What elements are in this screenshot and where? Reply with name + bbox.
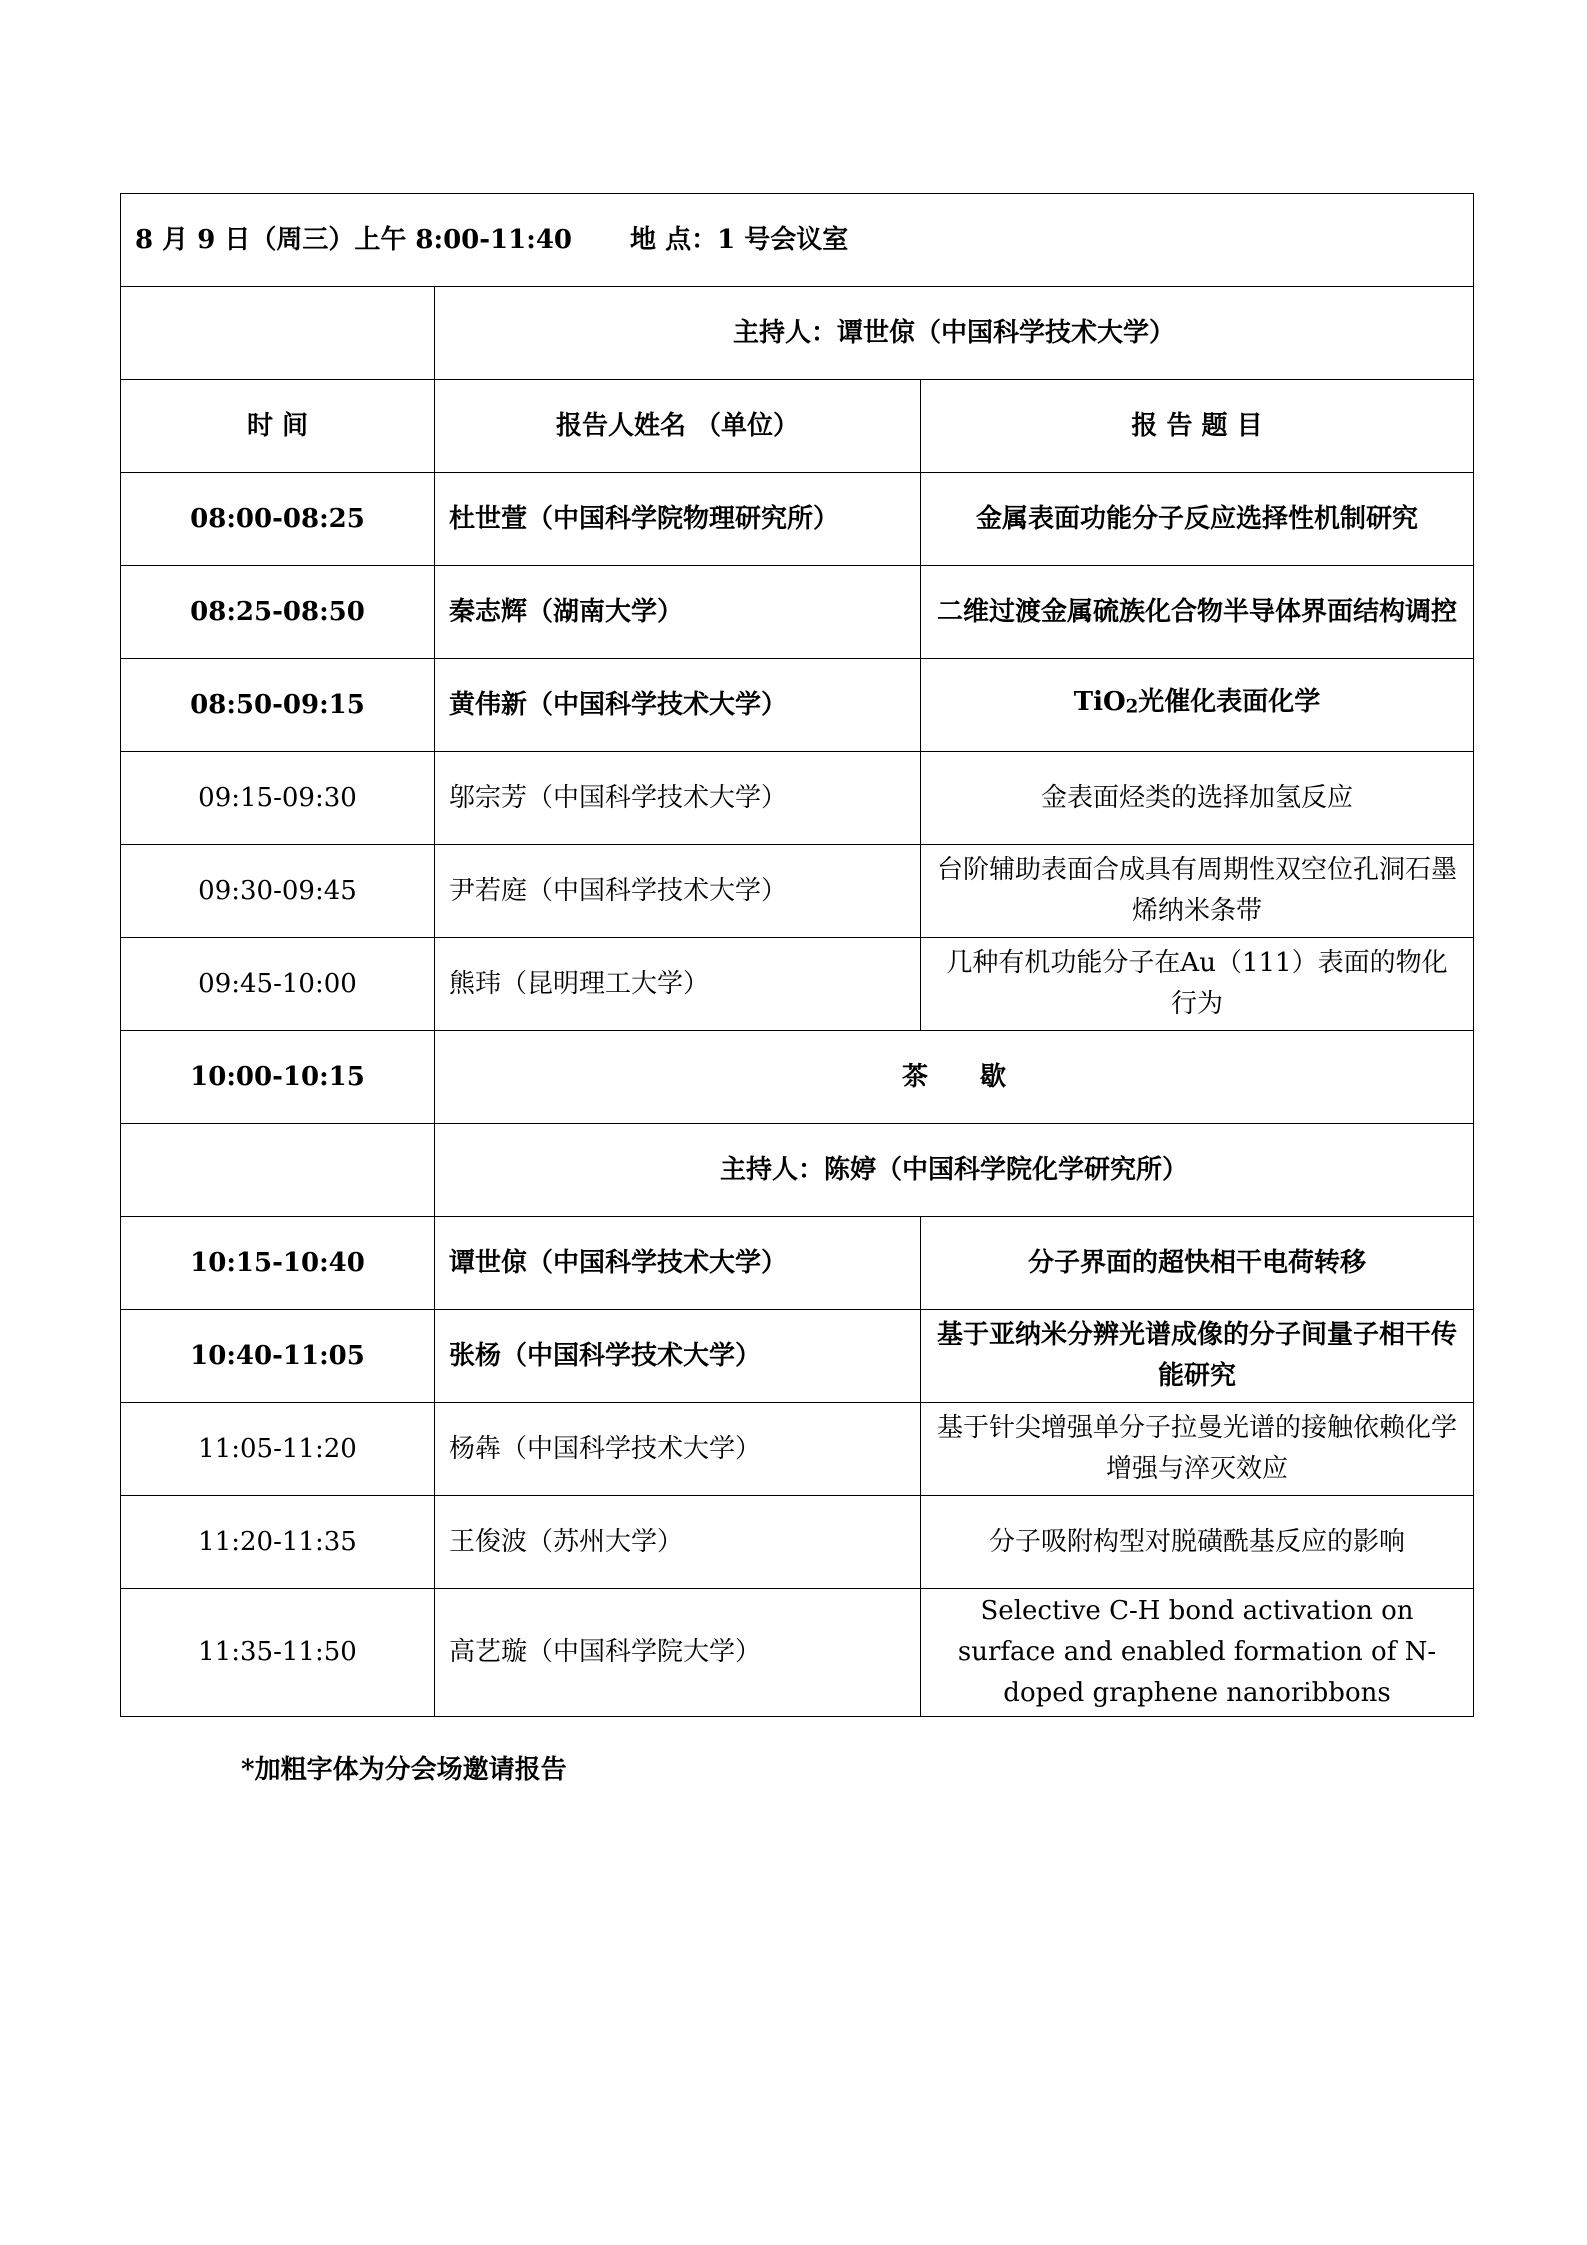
talk-time: 10:40-11:05 — [121, 1310, 435, 1403]
host-row-1-empty — [121, 287, 435, 380]
column-header-row — [121, 380, 1474, 473]
topic-part: TiO — [1073, 687, 1126, 718]
talk-topic: 分子界面的超快相干电荷转移 — [921, 1217, 1474, 1310]
table-row — [121, 473, 1474, 566]
tea-break-char: 歇 — [980, 1061, 1007, 1092]
table-row — [121, 659, 1474, 752]
talk-speaker: 谭世倞（中国科学技术大学） — [435, 1217, 921, 1310]
host-1: 主持人：谭世倞（中国科学技术大学） — [435, 287, 1474, 380]
topic-part: 光催化表面化学 — [1138, 687, 1321, 718]
schedule-table — [120, 193, 1474, 1717]
col-topic-header: 报 告 题 目 — [921, 380, 1474, 473]
tea-break-char: 茶 — [901, 1061, 928, 1092]
session-header-row — [121, 194, 1474, 287]
table-row — [121, 1403, 1474, 1496]
talk-time: 09:15-09:30 — [121, 752, 435, 845]
table-row — [121, 566, 1474, 659]
talk-topic: 金表面烃类的选择加氢反应 — [921, 752, 1474, 845]
talk-topic: 基于亚纳米分辨光谱成像的分子间量子相干传能研究 — [921, 1310, 1474, 1403]
table-row — [121, 1589, 1474, 1717]
talk-time: 10:15-10:40 — [121, 1217, 435, 1310]
footnote: *加粗字体为分会场邀请报告 — [241, 1755, 567, 1785]
table-row — [121, 938, 1474, 1031]
talk-speaker: 王俊波（苏州大学） — [435, 1496, 921, 1589]
talk-time: 09:30-09:45 — [121, 845, 435, 938]
host-row-1 — [121, 287, 1474, 380]
talk-time: 11:05-11:20 — [121, 1403, 435, 1496]
talk-time: 08:00-08:25 — [121, 473, 435, 566]
talk-speaker: 熊玮（昆明理工大学） — [435, 938, 921, 1031]
col-speaker-header: 报告人姓名 （单位） — [435, 380, 921, 473]
table-row — [121, 1496, 1474, 1589]
talk-speaker: 邬宗芳（中国科学技术大学） — [435, 752, 921, 845]
talk-speaker: 尹若庭（中国科学技术大学） — [435, 845, 921, 938]
table-row — [121, 845, 1474, 938]
talk-topic: 基于针尖增强单分子拉曼光谱的接触依赖化学增强与淬灭效应 — [921, 1403, 1474, 1496]
talk-speaker: 张杨（中国科学技术大学） — [435, 1310, 921, 1403]
talk-topic: 几种有机功能分子在Au（111）表面的物化行为 — [921, 938, 1474, 1031]
talk-time: 11:35-11:50 — [121, 1589, 435, 1717]
tea-break-time: 10:00-10:15 — [121, 1031, 435, 1124]
talk-topic: Selective C-H bond activation on surface and enabled formation of N-doped graphene nanoribbons — [921, 1589, 1474, 1717]
talk-speaker: 杜世萱（中国科学院物理研究所） — [435, 473, 921, 566]
talk-speaker: 黄伟新（中国科学技术大学） — [435, 659, 921, 752]
host-2: 主持人：陈婷（中国科学院化学研究所） — [435, 1124, 1474, 1217]
tea-break-row — [121, 1031, 1474, 1124]
talk-topic — [921, 659, 1474, 752]
table-row — [121, 1217, 1474, 1310]
talk-time: 08:50-09:15 — [121, 659, 435, 752]
session-location: 地 点：1 号会议室 — [630, 224, 849, 255]
talk-topic: 二维过渡金属硫族化合物半导体界面结构调控 — [921, 566, 1474, 659]
talk-speaker: 高艺璇（中国科学院大学） — [435, 1589, 921, 1717]
host-row-2-empty — [121, 1124, 435, 1217]
talk-topic: 分子吸附构型对脱磺酰基反应的影响 — [921, 1496, 1474, 1589]
session-header-cell — [121, 194, 1474, 287]
talk-time: 09:45-10:00 — [121, 938, 435, 1031]
talk-time: 08:25-08:50 — [121, 566, 435, 659]
talk-time: 11:20-11:35 — [121, 1496, 435, 1589]
table-row — [121, 752, 1474, 845]
session-date: 8 月 9 日（周三）上午 8:00-11:40 — [135, 224, 573, 255]
host-row-2 — [121, 1124, 1474, 1217]
tea-break-label — [435, 1031, 1474, 1124]
talk-speaker: 杨犇（中国科学技术大学） — [435, 1403, 921, 1496]
col-time-header: 时 间 — [121, 380, 435, 473]
talk-topic: 金属表面功能分子反应选择性机制研究 — [921, 473, 1474, 566]
topic-subscript: 2 — [1125, 696, 1139, 718]
table-row — [121, 1310, 1474, 1403]
talk-speaker: 秦志辉（湖南大学） — [435, 566, 921, 659]
talk-topic: 台阶辅助表面合成具有周期性双空位孔洞石墨烯纳米条带 — [921, 845, 1474, 938]
